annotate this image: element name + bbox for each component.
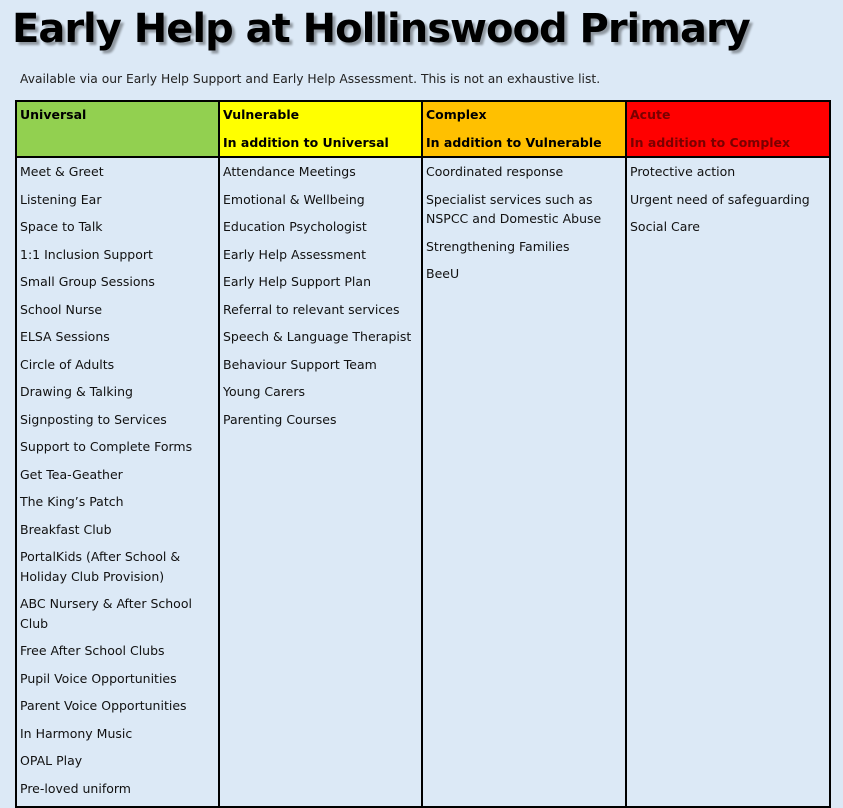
column-subheading <box>17 122 218 135</box>
list-item: Space to Talk <box>20 219 103 234</box>
list-item: Young Carers <box>223 384 305 399</box>
list-item: Circle of Adults <box>20 356 115 372</box>
list-item: Attendance Meetings <box>223 164 356 179</box>
list-item: Coordinated response <box>426 164 564 179</box>
list-item: ABC Nursery & After School Club <box>20 596 192 631</box>
column-heading: Vulnerable <box>223 107 300 122</box>
support-levels-table <box>15 100 831 808</box>
list-item: Pre-loved uniform <box>20 780 131 796</box>
page-title: Early Help at Hollinswood Primary <box>12 6 750 52</box>
list-item: Get Tea-Geather <box>20 466 123 482</box>
header-row <box>16 101 830 157</box>
list-item: Specialist services such as NSPCC and Domestic Abuse <box>426 191 602 226</box>
list-item: Strengthening Families <box>426 238 570 254</box>
list-item: Social Care <box>630 219 700 234</box>
list-item: Early Help Support Plan <box>223 274 371 289</box>
list-item: Referral to relevant services <box>223 301 400 317</box>
column-header-universal <box>16 101 219 157</box>
vulnerable-list <box>220 158 421 429</box>
acute-list <box>627 158 829 237</box>
list-item: Parent Voice Opportunities <box>20 698 187 713</box>
list-item: Education Psychologist <box>223 219 367 234</box>
column-header-acute <box>626 101 830 157</box>
universal-list <box>17 158 218 798</box>
column-subheading: In addition to Vulnerable <box>426 135 602 150</box>
list-item: Free After School Clubs <box>20 643 165 658</box>
content-row <box>16 157 830 807</box>
list-item: Speech & Language Therapist <box>223 329 412 344</box>
column-cell-acute <box>626 157 830 807</box>
list-item: Meet & Greet <box>20 164 104 179</box>
list-item: Early Help Assessment <box>223 246 366 262</box>
list-item: 1:1 Inclusion Support <box>20 246 153 262</box>
list-item: BeeU <box>426 266 460 281</box>
column-heading: Acute <box>630 107 671 122</box>
list-item: Breakfast Club <box>20 521 112 537</box>
complex-list <box>423 158 625 284</box>
list-item: In Harmony Music <box>20 725 133 741</box>
list-item: Small Group Sessions <box>20 274 155 289</box>
list-item: Protective action <box>630 164 736 179</box>
column-cell-vulnerable <box>219 157 422 807</box>
list-item: Drawing & Talking <box>20 384 133 399</box>
page-subtitle: Available via our Early Help Support and Early Help Assessment. This is not an exhaustive list. <box>20 72 601 86</box>
list-item: Emotional & Wellbeing <box>223 191 365 207</box>
column-subheading: In addition to Complex <box>630 135 791 150</box>
list-item: School Nurse <box>20 301 103 317</box>
list-item: Listening Ear <box>20 191 102 207</box>
list-item: Support to Complete Forms <box>20 439 193 454</box>
column-cell-universal <box>16 157 219 807</box>
list-item: Behaviour Support Team <box>223 356 377 372</box>
column-subheading: In addition to Universal <box>223 135 389 150</box>
column-heading: Universal <box>20 107 87 122</box>
list-item: OPAL Play <box>20 753 83 768</box>
column-header-complex <box>422 101 626 157</box>
list-item: Signposting to Services <box>20 411 167 427</box>
column-header-vulnerable <box>219 101 422 157</box>
list-item: Urgent need of safeguarding <box>630 191 810 207</box>
list-item: The King’s Patch <box>20 494 124 509</box>
list-item: PortalKids (After School & Holiday Club Provision) <box>20 549 181 584</box>
list-item: ELSA Sessions <box>20 329 110 344</box>
list-item: Parenting Courses <box>223 411 337 427</box>
list-item: Pupil Voice Opportunities <box>20 670 177 686</box>
column-cell-complex <box>422 157 626 807</box>
column-heading: Complex <box>426 107 487 122</box>
